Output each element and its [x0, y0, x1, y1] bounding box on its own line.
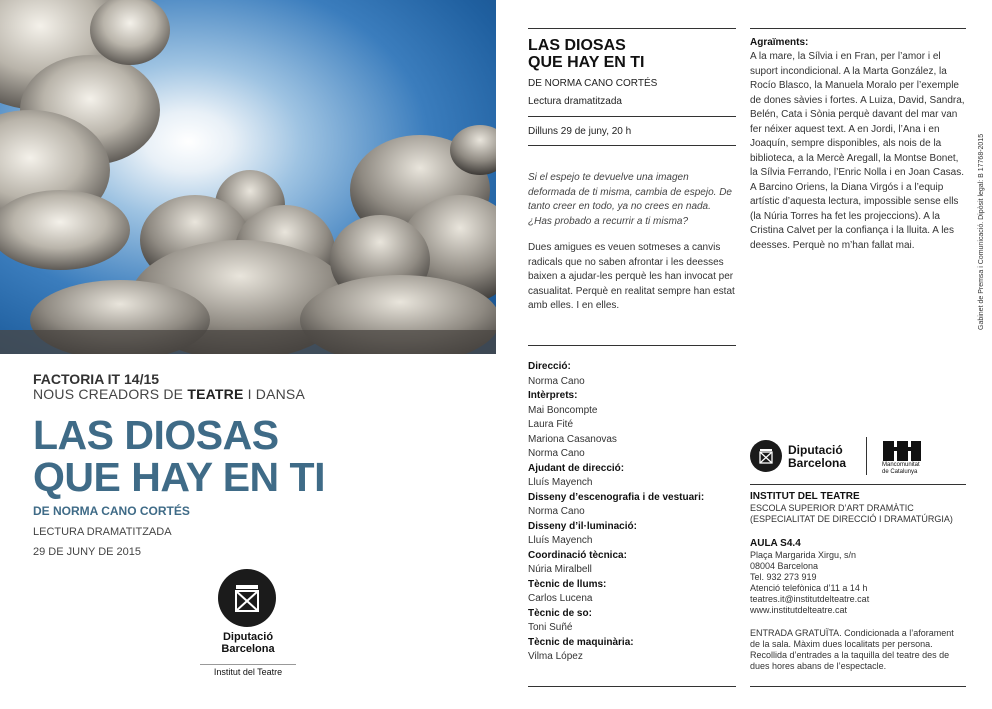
sky-photo [0, 0, 496, 354]
mancomunitat-logo-text [882, 462, 920, 476]
series-subtitle [33, 386, 305, 402]
manc-2: de Catalunya [882, 469, 918, 475]
subtitle-bold: TEATRE [187, 386, 244, 402]
divider [528, 686, 736, 687]
credit-role: Direcció: [528, 361, 571, 372]
credit-name: Norma Cano [528, 448, 585, 459]
credit-name: Carlos Lucena [528, 593, 593, 604]
credit-name: Lluís Mayench [528, 477, 593, 488]
credits-list [528, 360, 736, 665]
poster-author: DE NORMA CANO CORTÉS [33, 504, 190, 518]
manc-1: Mancomunitat [882, 462, 920, 468]
info-author: DE NORMA CANO CORTÉS [528, 78, 658, 89]
credit-role: Ajudant de direcció: [528, 462, 625, 474]
divider [750, 686, 966, 687]
acknowledgements-heading: Agraïments: [750, 37, 809, 48]
acknowledgements-text: A la mare, la Sílvia i en Fran, per l’amor i el suport incondicional. A la Marta González, la Rocío Blasco, la Manuela Moralo per l’exemple de dones sàvies i fortes. A Luiza, David, Sandra, Belén, Cata i Sònia perquè davant del mar van fer néixer aquest text. A en Jordi, l’Ana i en Joaquín, sempre disponibles, als nois de la biblioteca, a la Mercè Aregall, la Montse Bonet, la Sílvia Ferrando, l’Enric Nolla i en Joan Casas. A Barcino Oriens, la Diana Virgós i a l’equip artístic d’aquesta lectura, impossible sense ells (la Núria Torres ha fet les projeccions). A la Cristina Calvet per la confiança i la lluita. A les deesses. Perquè no m’han fallat mai. [750, 51, 965, 251]
info-title-line1: LAS DIOSAS [528, 37, 626, 54]
diputacio-emblem-icon [218, 569, 276, 627]
poster-title [33, 414, 325, 498]
credit-role: Tècnic de maquinària: [528, 636, 634, 648]
address-line2: 08004 Barcelona [750, 561, 819, 571]
school-line2: (ESPECIALITAT DE DIRECCIÓ I DRAMATÚRGIA) [750, 514, 953, 524]
credit-name: Mariona Casanovas [528, 433, 617, 445]
poster-date: 29 DE JUNY DE 2015 [33, 546, 142, 558]
logo-separator [866, 437, 867, 475]
credit-name: Lluís Mayench [528, 535, 593, 546]
room-heading: AULA S4.4 [750, 538, 801, 549]
credit-name: Norma Cano [528, 506, 585, 517]
divider [528, 145, 736, 146]
diputacio-small-logo-text [788, 444, 846, 470]
series-label: FACTORIA IT 14/15 [33, 371, 160, 387]
diputacio-logo-text [208, 631, 288, 655]
email-link[interactable]: teatres.it@institutdelteatre.cat [750, 594, 870, 604]
address-line1: Plaça Margarida Xirgu, s/n [750, 550, 857, 560]
subtitle-pre: NOUS CREADORS DE [33, 386, 184, 402]
divider [528, 28, 736, 29]
institute-heading: INSTITUT DEL TEATRE [750, 491, 860, 502]
entry-info: ENTRADA GRATUÏTA. Condicionada a l’aforament de la sala. Màxim dues localitats per persona. Recollida d’entrades a la taquilla del teatre des de dues hores abans de l’espectacle. [750, 628, 954, 671]
hours: Atenció telefònica d’11 a 14 h [750, 583, 868, 593]
institut-logo-text: Institut del Teatre [200, 664, 296, 677]
school-text [750, 503, 966, 525]
poster-genre: LECTURA DRAMATITZADA [33, 526, 172, 538]
legal-notice: Gabinet de Premsa i Comunicació. Dipòsit legal: B 17768-2015 [978, 133, 985, 330]
info-title-line2: QUE HAY EN TI [528, 54, 645, 71]
divider [528, 116, 736, 117]
poster-title-line2: QUE HAY EN TI [33, 454, 325, 500]
credit-role: Coordinació tècnica: [528, 549, 627, 561]
phone: Tel. 932 273 919 [750, 572, 817, 582]
info-genre: Lectura dramatitzada [528, 96, 622, 107]
info-description: Dues amigues es veuen sotmeses a canvis radicals que no saben afrontar i les deesses baixen a ajudar-les perquè les han invocat per casualitat. Perquè en realitat sempre han estat amb elles. I en elles. [528, 242, 735, 311]
logo-name-1: Diputació [222, 631, 274, 643]
credit-name: Mai Boncompte [528, 404, 598, 416]
divider [750, 484, 966, 485]
credit-name: Norma Cano [528, 375, 585, 387]
diputacio-small-emblem-icon [750, 440, 782, 472]
dip-name-1: Diputació [788, 443, 843, 457]
info-title [528, 37, 736, 71]
logo-name-2: Barcelona [221, 643, 275, 655]
divider [750, 28, 966, 29]
web-link[interactable]: www.institutdelteatre.cat [750, 605, 848, 615]
school-line1: ESCOLA SUPERIOR D’ART DRAMÀTIC [750, 503, 914, 513]
credit-name: Laura Fité [528, 419, 574, 430]
credit-role: Tècnic de so: [528, 607, 592, 619]
credit-role: Intèrprets: [528, 390, 578, 401]
credit-role: Tècnic de llums: [528, 578, 607, 590]
divider [528, 345, 736, 346]
dip-name-2: Barcelona [788, 456, 847, 470]
credit-role: Disseny d’il·luminació: [528, 520, 637, 532]
clouds-illustration [0, 0, 496, 354]
credit-role: Disseny d’escenografia i de vestuari: [528, 491, 705, 503]
credit-name: Núria Miralbell [528, 564, 592, 575]
poster-title-line1: LAS DIOSAS [33, 412, 279, 458]
venue-address [750, 550, 966, 616]
mancomunitat-emblem-icon [882, 439, 922, 461]
credit-name: Toni Suñé [528, 622, 573, 633]
subtitle-post: I DANSA [247, 386, 306, 402]
credit-name: Vilma López [528, 651, 583, 662]
info-quote: Si el espejo te devuelve una imagen deformada de ti misma, cambia de espejo. De tanto creer en todo, ya no crees en nada. ¿Has probado a recurrir a ti misma? [528, 172, 732, 227]
info-date: Dilluns 29 de juny, 20 h [528, 126, 632, 137]
